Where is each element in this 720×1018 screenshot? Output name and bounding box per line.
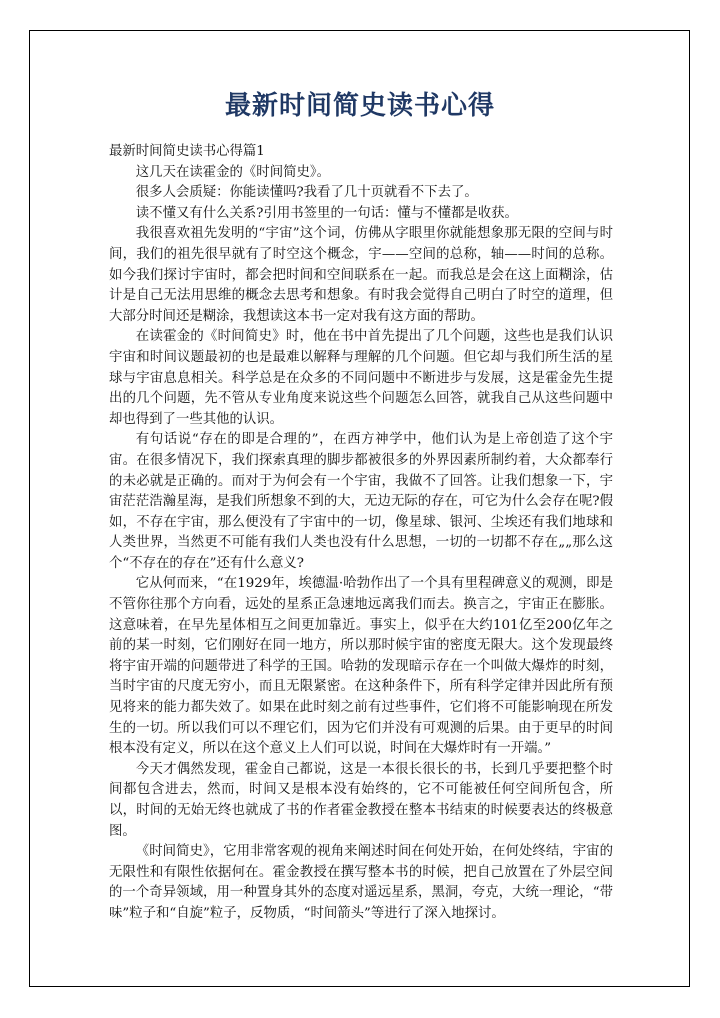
paragraph-7: 它从何而来，“在1929年，埃德温·哈勃作出了一个具有里程碑意义的观测，即是不管你往那个方向看，远处的星系正急速地远离我们而去。换言之，宇宙正在膨胀。这意味着，在早先星体相互之间更加靠近。事实上，似乎在大约101亿至200亿年之前的某一时刻，它们刚好在同一地方，所以那时候宇宙的密度无限大。这个发现最终将宇宙开端的问题带进了科学的王国。哈勃的发现暗示存在一个叫做大爆炸的时刻，当时宇宙的尺度无穷小，而且无限紧密。在这种条件下，所有科学定律并因此所有预见将来的能力都失效了。如果在此时刻之前有过些事件，它们将不可能影响现在所发生的一切。所以我们可以不理它们，因为它们并没有可观测的后果。由于更早的时间根本没有定义，所以在这个意义上人们可以说，时间在大爆炸时有一开端。” xyxy=(109,576,613,757)
paragraph-9: 《时间简史》，它用非常客观的视角来阐述时间在何处开始，在何处终结，宇宙的无限性和有限性依据何在。霍金教授在撰写整本书的时候，把自己放置在了外层空间的一个奇异领域，用一种置身其外的态度对遥远星系，黑洞，夸克，大统一理论，“带味”粒子和“自旋”粒子，反物质，“时间箭头”等进行了深入地探讨。 xyxy=(109,844,613,921)
paragraph-2: 很多人会质疑：你能读懂吗?我看了几十页就看不下去了。 xyxy=(135,185,478,201)
document-body xyxy=(109,142,613,925)
paragraph-8: 今天才偶然发现，霍金自己都说，这是一本很长很长的书，长到几乎要把整个时间都包含进去，然而，时间又是根本没有始终的，它不可能被任何空间所包含，所以，时间的无始无终也就成了书的作者霍金教授在整本书结束的时候要表达的终极意图。 xyxy=(109,761,613,839)
paragraph-6: 有句话说“存在的即是合理的”，在西方神学中，他们认为是上帝创造了这个宇宙。在很多情况下，我们探索真理的脚步都被很多的外界因素所制约着，大众都奉行的未必就是正确的。而对于为何会有一个宇宙，我做不了回答。让我们想象一下，宇宙茫茫浩瀚星海，是我们所想象不到的大，无边无际的存在，可它为什么会存在呢?假如，不存在宇宙，那么便没有了宇宙中的一切，像星球、银河、尘埃还有我们地球和人类世界，当然更不可能有我们人类也没有什么思想，一切的一切都不存在„„那么这个“不存在的存在”还有什么意义? xyxy=(109,432,613,571)
paragraph-5: 在读霍金的《时间简史》时，他在书中首先提出了几个问题，这些也是我们认识宇宙和时间议题最初的也是最难以解释与理解的几个问题。但它却与我们所生活的星球与宇宙息息相关。科学总是在众多的不同问题中不断进步与发展，这是霍金先生提出的几个问题，先不管从专业角度来说这些个问题怎么回答，就我自己从这些问题中却也得到了一些其他的认识。 xyxy=(109,329,613,427)
section-heading: 最新时间简史读书心得篇1 xyxy=(109,144,265,159)
paragraph-1: 这几天在读霍金的《时间简史》。 xyxy=(135,164,330,180)
paragraph-4: 我很喜欢祖先发明的“宇宙”这个词，仿佛从字眼里你就能想象那无限的空间与时间，我们的祖先很早就有了时空这个概念，宇——空间的总称，轴——时间的总称。如今我们探讨宇宙时，都会把时间和空间联系在一起。而我总是会在这上面糊涂，估计是自己无法用思维的概念去思考和想象。有时我会觉得自己明白了时空的道理，但大部分时间还是糊涂，我想读这本书一定对我有这方面的帮助。 xyxy=(109,226,613,324)
paragraph-3: 读不懂又有什么关系?引用书签里的一句话：懂与不懂都是收获。 xyxy=(135,205,518,221)
document-title: 最新时间简史读书心得 xyxy=(224,91,495,121)
